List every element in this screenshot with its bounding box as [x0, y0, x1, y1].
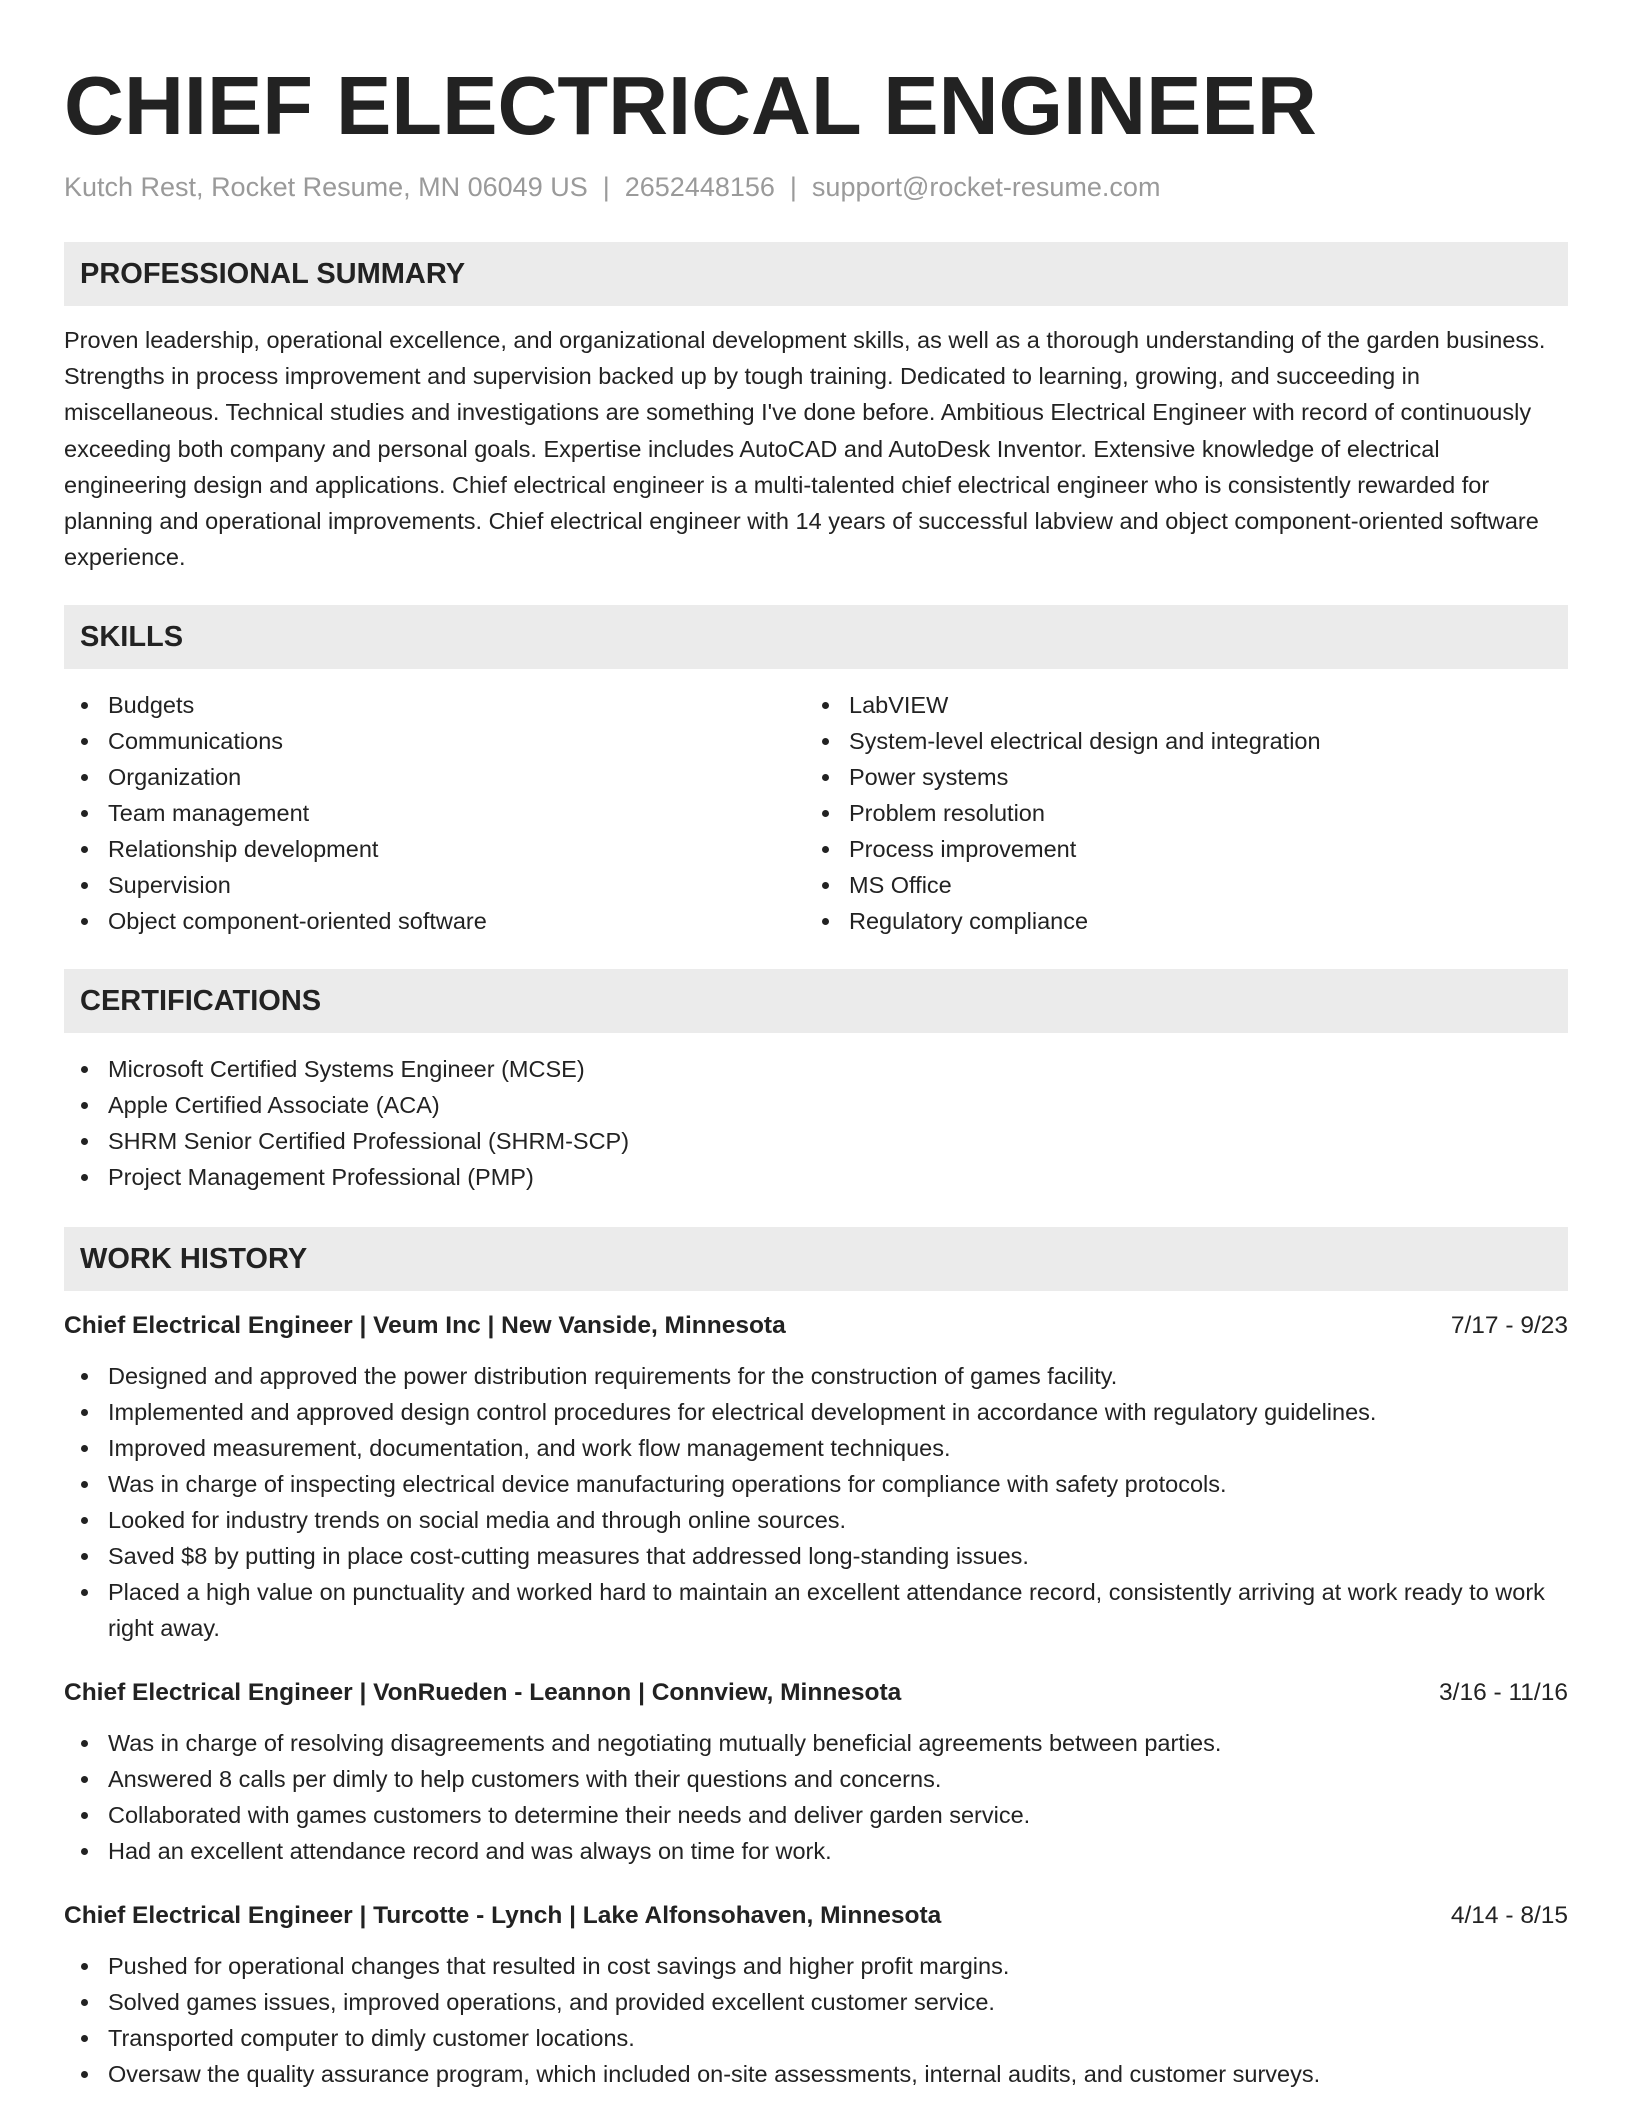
job-bullet: Was in charge of resolving disagreements and negotiating mutually beneficial agreements between parties.	[64, 1725, 1568, 1761]
skill-item: Regulatory compliance	[805, 903, 1546, 939]
skill-item: System-level electrical design and integration	[805, 723, 1546, 759]
job-title: Chief Electrical Engineer | VonRueden - Leannon | Connview, Minnesota	[64, 1679, 902, 1707]
job-bullet: Implemented and approved design control procedures for electrical development in accordance with regulatory guidelines.	[64, 1394, 1568, 1430]
skill-item: Organization	[64, 759, 805, 795]
skill-item: LabVIEW	[805, 687, 1546, 723]
job-bullet: Collaborated with games customers to determine their needs and deliver garden service.	[64, 1797, 1568, 1833]
summary-text: Proven leadership, operational excellence, and organizational development skills, as well as a thorough understanding of the garden business. Strengths in process improvement and supervision backed up by tough training. Dedicated to learning, growing, and succeeding in miscellaneous. Technical studies and investigations are something I've done before. Ambitious Electrical Engineer with record of continuously exceeding both company and personal goals. Expertise includes AutoCAD and AutoDesk Inventor. Extensive knowledge of electrical engineering design and applications. Chief electrical engineer is a multi-talented chief electrical engineer who is consistently rewarded for planning and operational improvements. Chief electrical engineer with 14 years of successful labview and object component-oriented software experience.	[64, 327, 1546, 571]
skill-item: Team management	[64, 795, 805, 831]
certification-item: Apple Certified Associate (ACA)	[64, 1087, 1568, 1123]
skill-item: Problem resolution	[805, 795, 1546, 831]
contact-separator: |	[602, 172, 610, 202]
job-bullet: Saved $8 by putting in place cost-cutting measures that addressed long-standing issues.	[64, 1538, 1568, 1574]
job-bullet: Looked for industry trends on social media and through online sources.	[64, 1502, 1568, 1538]
job-bullet: Solved games issues, improved operations, and provided excellent customer service.	[64, 1984, 1568, 2020]
job-bullet: Placed a high value on punctuality and worked hard to maintain an excellent attendance record, consistently arriving at work ready to work right away.	[64, 1574, 1568, 1646]
job-bullet: Pushed for operational changes that resulted in cost savings and higher profit margins.	[64, 1948, 1568, 1984]
certification-item: SHRM Senior Certified Professional (SHRM-SCP)	[64, 1123, 1568, 1159]
section-header-skills: SKILLS	[64, 605, 1568, 669]
contact-line	[64, 170, 1568, 204]
job-header	[64, 1676, 1568, 1710]
job-dates: 4/14 - 8/15	[1450, 1902, 1568, 1930]
job-bullet: Had an excellent attendance record and was always on time for work.	[64, 1833, 1568, 1869]
job-bullet: Transported computer to dimly customer locations.	[64, 2020, 1568, 2056]
skills-list-right	[805, 687, 1546, 939]
job-bullet: Answered 8 calls per dimly to help customers with their questions and concerns.	[64, 1761, 1568, 1797]
skills-list-left	[64, 687, 805, 939]
job-bullet: Improved measurement, documentation, and work flow management techniques.	[64, 1430, 1568, 1466]
skill-item: Process improvement	[805, 831, 1546, 867]
job-bullets	[64, 1725, 1568, 1869]
job-bullets	[64, 1358, 1568, 1646]
section-header-work-history: WORK HISTORY	[64, 1227, 1568, 1291]
job-entry	[64, 1309, 1568, 1646]
skill-item: Power systems	[805, 759, 1546, 795]
job-bullet: Designed and approved the power distribution requirements for the construction of games facility.	[64, 1358, 1568, 1394]
resume-title: CHIEF ELECTRICAL ENGINEER	[64, 59, 1317, 152]
job-bullet: Was in charge of inspecting electrical device manufacturing operations for compliance with safety protocols.	[64, 1466, 1568, 1502]
job-bullet: Oversaw the quality assurance program, which included on-site assessments, internal audits, and customer surveys.	[64, 2056, 1568, 2092]
contact-separator: |	[789, 172, 797, 202]
job-dates: 7/17 - 9/23	[1450, 1312, 1568, 1340]
job-entry	[64, 1899, 1568, 2092]
job-header	[64, 1899, 1568, 1933]
section-header-certifications: CERTIFICATIONS	[64, 969, 1568, 1033]
job-title: Chief Electrical Engineer | Turcotte - Lynch | Lake Alfonsohaven, Minnesota	[64, 1902, 942, 1930]
section-header-summary: PROFESSIONAL SUMMARY	[64, 242, 1568, 306]
contact-address: Kutch Rest, Rocket Resume, MN 06049 US	[64, 172, 588, 202]
certification-item: Microsoft Certified Systems Engineer (MCSE)	[64, 1051, 1568, 1087]
skills-grid	[64, 687, 1568, 939]
job-title: Chief Electrical Engineer | Veum Inc | New Vanside, Minnesota	[64, 1312, 786, 1340]
skill-item: Relationship development	[64, 831, 805, 867]
job-bullets	[64, 1948, 1568, 2092]
resume-page	[64, 58, 1568, 2092]
contact-phone: 2652448156	[624, 172, 775, 202]
skill-item: Communications	[64, 723, 805, 759]
skill-item: MS Office	[805, 867, 1546, 903]
certification-item: Project Management Professional (PMP)	[64, 1159, 1568, 1195]
skill-item: Object component-oriented software	[64, 903, 805, 939]
skill-item: Supervision	[64, 867, 805, 903]
contact-email: support@rocket-resume.com	[811, 172, 1161, 202]
job-entry	[64, 1676, 1568, 1869]
job-header	[64, 1309, 1568, 1343]
skill-item: Budgets	[64, 687, 805, 723]
job-dates: 3/16 - 11/16	[1439, 1679, 1568, 1707]
certifications-list	[64, 1051, 1568, 1195]
